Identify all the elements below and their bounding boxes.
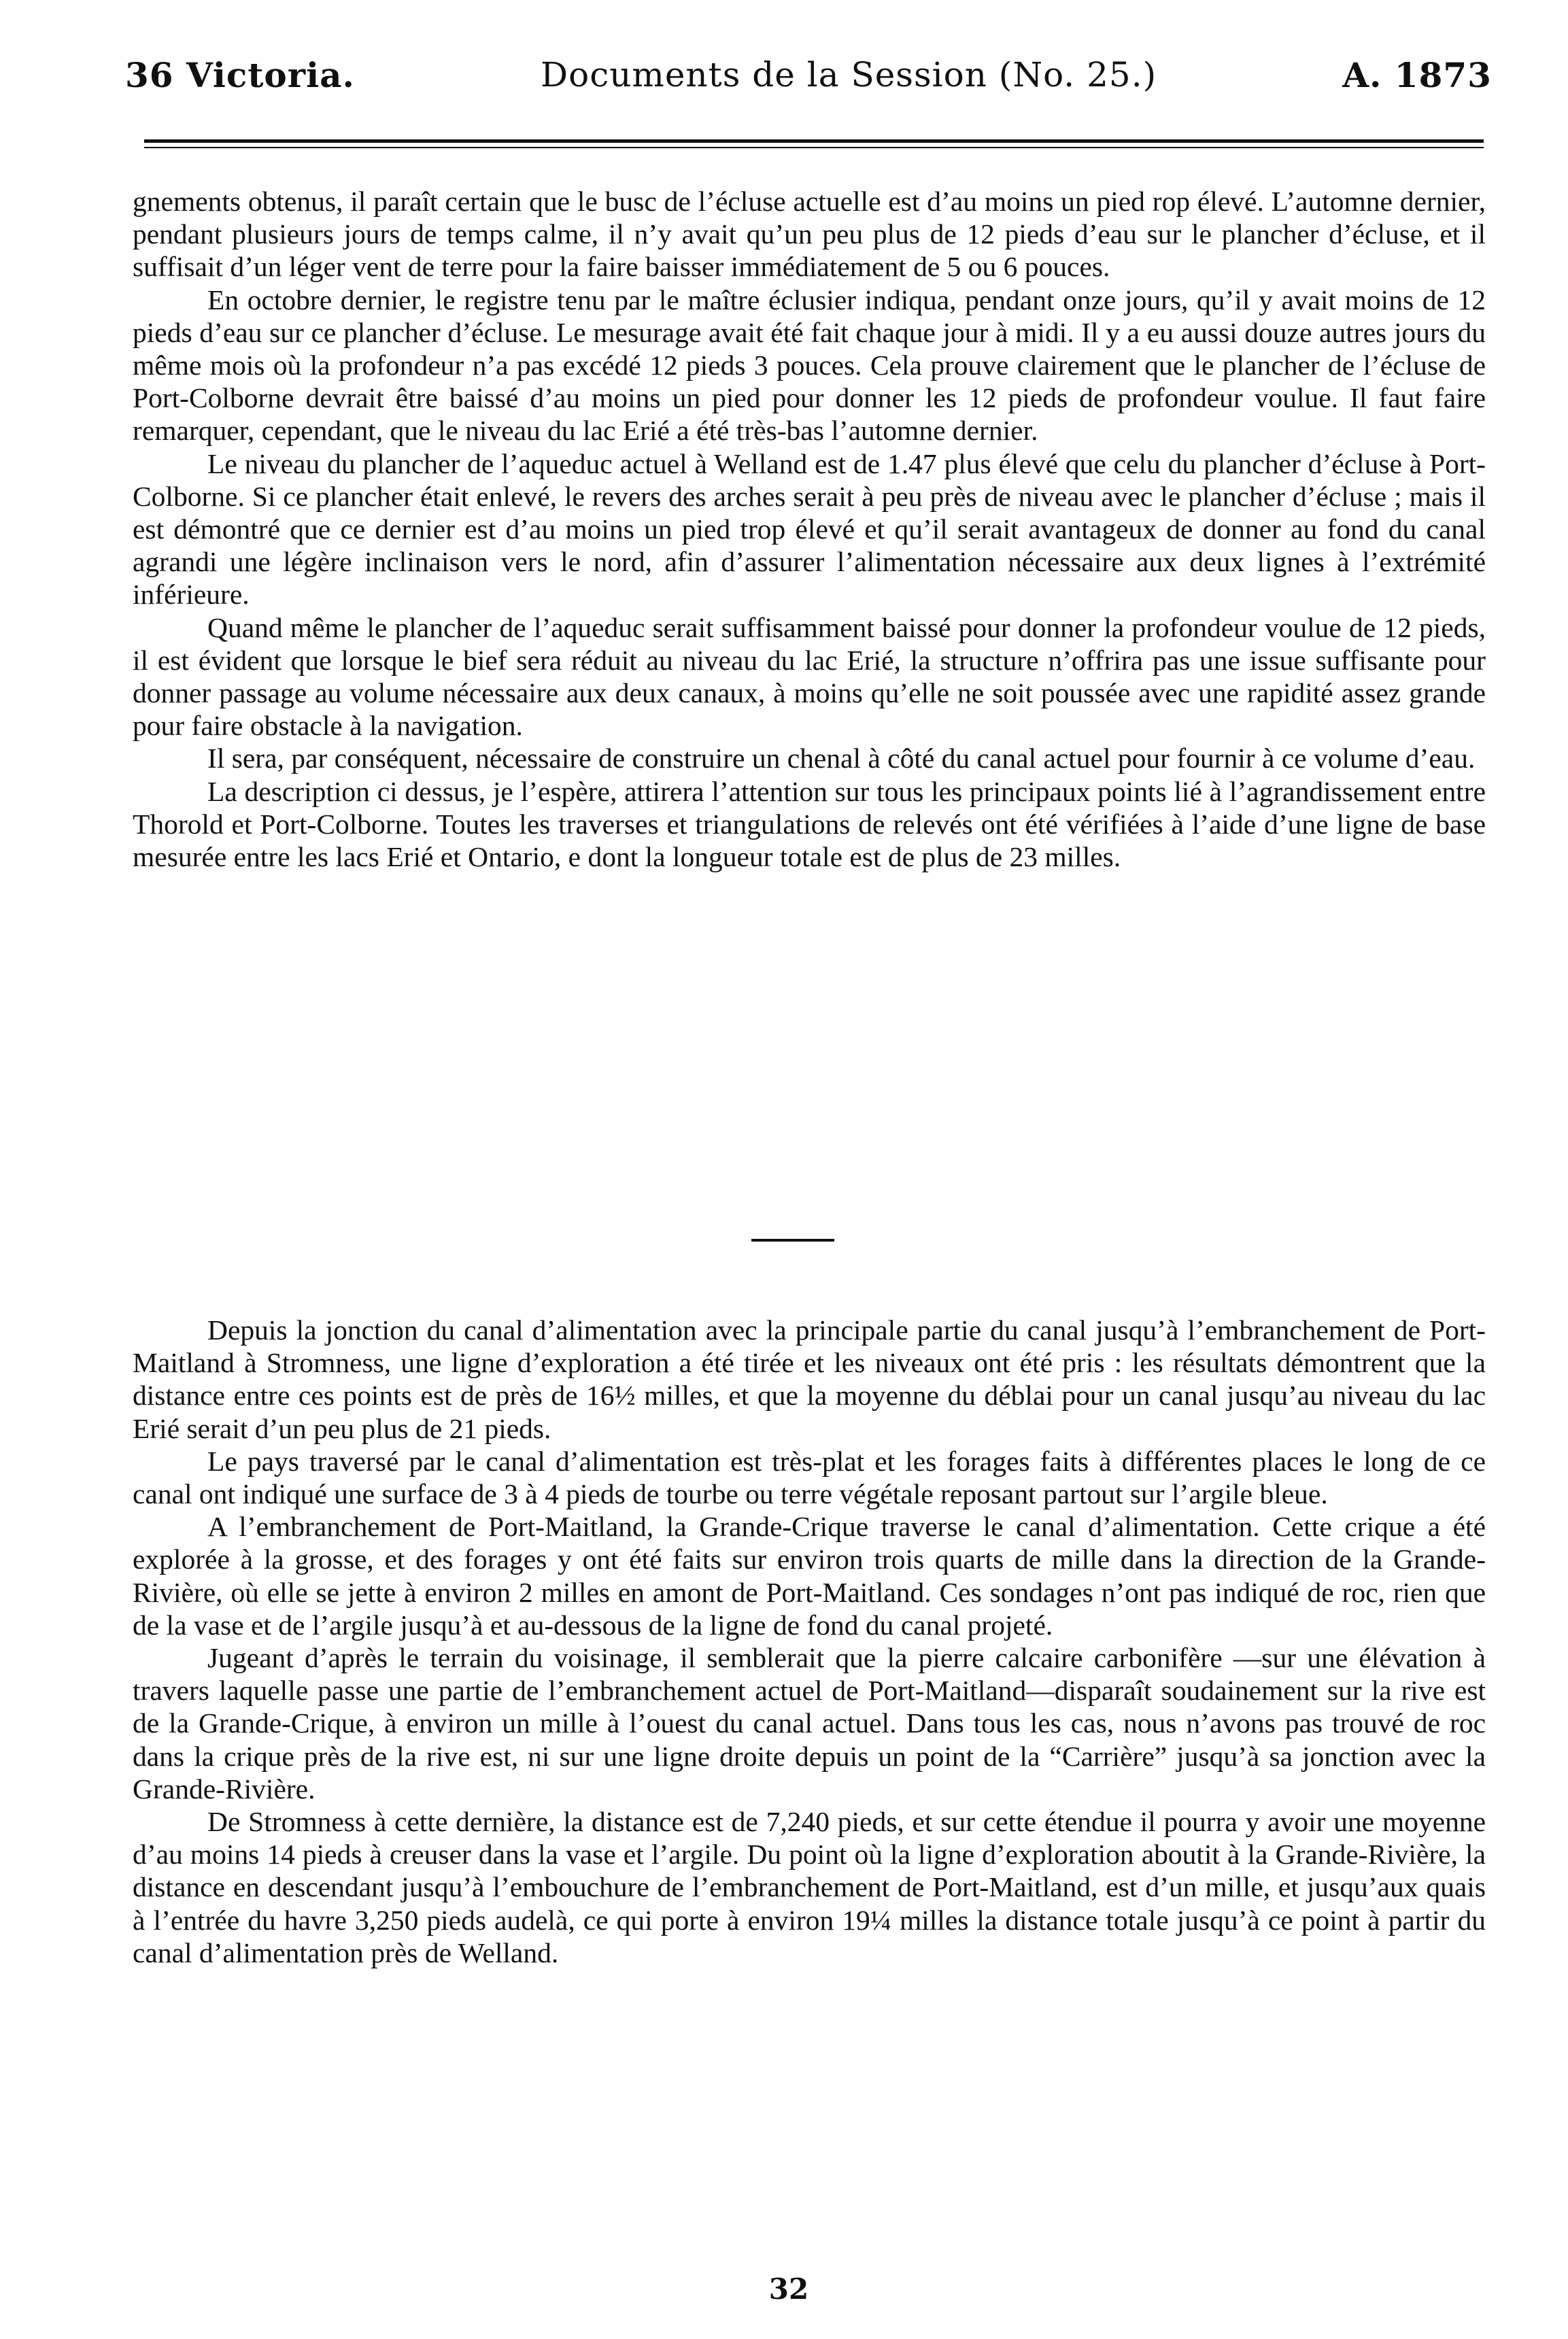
section-one — [133, 185, 1486, 873]
paragraph: En octobre dernier, le registre tenu par le maître éclusier indiqua, pendant onze jours, qu’il y avait moins de 12 pieds d’eau sur ce plancher d’écluse. Le mesurage avait été fait chaque jour à midi. Il y a eu aussi douze autres jours du même mois où la profondeur n’a pas excédé 12 pieds 3 pouces. Cela prouve clairement que le plancher de l’écluse de Port-Colborne devrait être baissé d’au moins un pied pour donner les 12 pieds de profondeur voulue. Il faut faire remarquer, cependant, que le niveau du lac Erié a été très-bas l’automne dernier. — [133, 284, 1486, 447]
paragraph: Le pays traversé par le canal d’alimentation est très-plat et les forages faits à différentes places le long de ce canal ont indiqué une surface de 3 à 4 pieds de tourbe ou terre végétale reposant partout sur l’argile bleue. — [133, 1445, 1486, 1510]
running-header — [125, 48, 1492, 102]
header-title: Documents de la Session (No. 25.) — [541, 55, 1157, 95]
page-number: 32 — [768, 2272, 809, 2306]
paragraph: A l’embranchement de Port-Maitland, la Grande-Crique traverse le canal d’alimentation. Cette crique a été explorée à la grosse, et des forages y ont été faits sur environ trois quarts de mille dans la direction de la Grande-Rivière, où elle se jette à environ 2 milles en amont de Port-Maitland. Ces sondages n’ont pas indiqué de roc, rien que de la vase et de l’argile jusqu’à et au-dessous de la ligne de fond du canal projeté. — [133, 1511, 1486, 1641]
paragraph: De Stromness à cette dernière, la distance est de 7,240 pieds, et sur cette étendue il pourra y avoir une moyenne d’au moins 14 pieds à creuser dans la vase et l’argile. Du point où la ligne d’exploration aboutit à la Grande-Rivière, la distance en descendant jusqu’à l’embouchure de l’embranchement de Port-Maitland, est d’un mille, et jusqu’aux quais à l’entrée du havre 3,250 pieds audelà, ce qui porte à environ 19¼ milles la distance totale jusqu’à ce point à partir du canal d’alimentation près de Welland. — [133, 1806, 1486, 1968]
paragraph: Le niveau du plancher de l’aqueduc actuel à Welland est de 1.47 plus élevé que celu du plancher d’écluse à Port-Colborne. Si ce plancher était enlevé, le revers des arches serait à peu près de niveau avec le plancher d’écluse ; mais il est démontré que ce dernier est d’au moins un pied trop élevé et qu’il serait avantageux de donner au fond du canal agrandi une légère inclinaison vers le nord, afin d’assurer l’alimentation nécessaire aux deux lignes à l’extrémité inférieure. — [133, 447, 1486, 611]
header-rule-thin — [144, 147, 1484, 148]
section-two — [133, 1314, 1486, 1969]
section-divider — [751, 1239, 834, 1242]
paragraph: Depuis la jonction du canal d’alimentation avec la principale partie du canal jusqu’à l’embranchement de Port-Maitland à Stromness, une ligne d’exploration a été tirée et les niveaux ont été pris : les résultats démontrent que la distance entre ces points est de près de 16½ milles, et que la moyenne du déblai pour un canal jusqu’au niveau du lac Erié serait d’un peu plus de 21 pieds. — [133, 1314, 1486, 1444]
paragraph: Il sera, par conséquent, nécessaire de construire un chenal à côté du canal actuel pour fournir à ce volume d’eau. — [207, 742, 1476, 774]
header-rule-thick — [144, 139, 1484, 143]
header-volume: 36 Victoria. — [125, 54, 355, 95]
paragraph: gnements obtenus, il paraît certain que le busc de l’écluse actuelle est d’au moins un pied rop élevé. L’automne dernier, pendant plusieurs jours de temps calme, il n’y avait qu’un peu plus de 12 pieds d’eau sur le plancher d’écluse, et il suffisait d’un léger vent de terre pour la faire baisser immédiatement de 5 ou 6 pouces. — [133, 186, 1486, 283]
header-year: A. 1873 — [1342, 54, 1492, 95]
paragraph: Quand même le plancher de l’aqueduc serait suffisamment baissé pour donner la profondeur voulue de 12 pieds, il est évident que lorsque le bief sera réduit au niveau du lac Erié, la structure n’offrira pas une issue suffisante pour donner passage au volume nécessaire aux deux canaux, à moins qu’elle ne soit poussée avec une rapidité assez grande pour faire obstacle à la navigation. — [133, 611, 1486, 742]
paragraph: Jugeant d’après le terrain du voisinage, il semblerait que la pierre calcaire carbonifère —sur une élévation à travers laquelle passe une partie de l’embranchement actuel de Port-Maitland—disparaît soudainement sur la rive est de la Grande-Crique, à environ un mille à l’ouest du canal actuel. Dans tous les cas, nous n’avons pas trouvé de roc dans la crique près de la rive est, ni sur une ligne droite depuis un point de la “Carrière” jusqu’à sa jonction avec la Grande-Rivière. — [133, 1642, 1486, 1805]
paragraph: La description ci dessus, je l’espère, attirera l’attention sur tous les principaux points lié à l’agrandissement entre Thorold et Port-Colborne. Toutes les traverses et triangulations de relevés ont été vérifiées à l’aide d’une ligne de base mesurée entre les lacs Erié et Ontario, e dont la longueur totale est de plus de 23 milles. — [133, 775, 1486, 873]
